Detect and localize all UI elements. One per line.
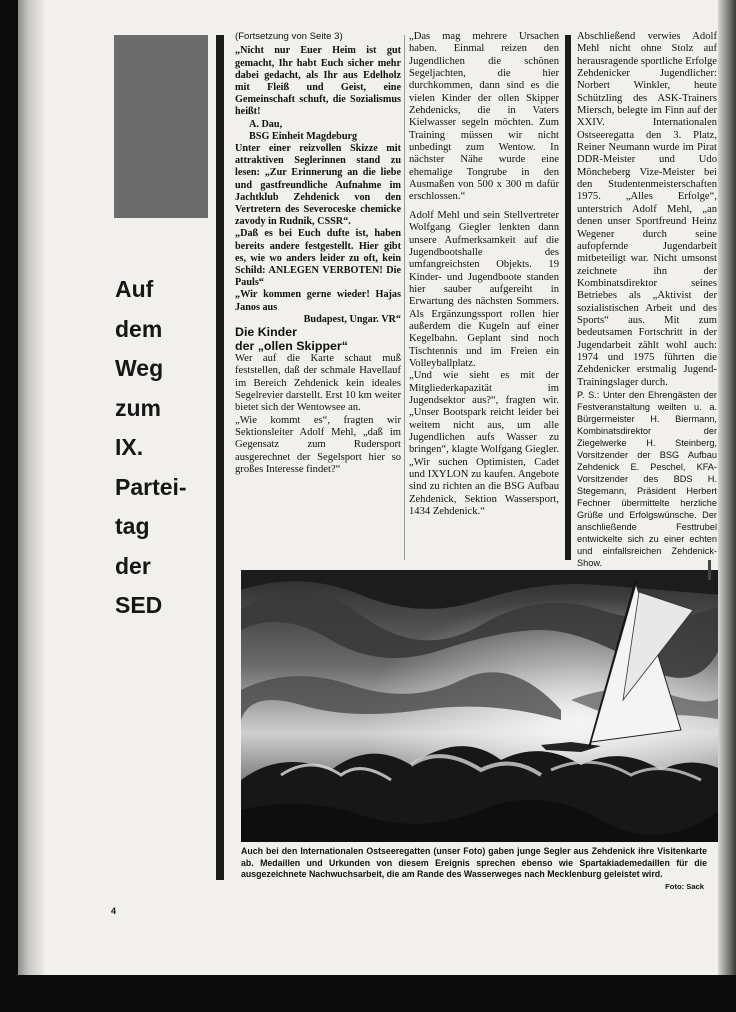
column-rule bbox=[404, 35, 405, 560]
sailing-photo bbox=[241, 570, 718, 842]
page-edge-shadow bbox=[718, 0, 736, 975]
photo-caption: Auch bei den Internationalen Ostseeregatten (unser Foto) gaben junge Segler aus Zehdenick ihre Visitenkarte ab. Medaillen und Urkunden von diesem Ereignis sprechen ebenso wie Spartakiademedaillen für die ausgezeichnete Nachwuchsarbeit, die am Rande des Wasserweges nach Mecklenburg geleistet wird. bbox=[241, 846, 707, 880]
book-spine-shadow bbox=[18, 0, 44, 975]
body-paragraph: „Das mag mehrere Ursachen haben. Einmal reizen den Jugendlichen die schönen Segeljachten, die hier durchkommen, dann sind es die vielen Kinder der ollen Skipper Zehdenicks, die in Vaters Kielwasser segeln möchten. Zum Training müssen wir nicht unbedingt zum Wentow. In nächster Nähe wurde eine ehemalige Tongrube in den Ausmaßen von 500 x 300 m dafür erschlossen.“ bbox=[409, 31, 559, 203]
headline-line: zum bbox=[115, 394, 161, 421]
fold-mark bbox=[708, 560, 711, 580]
grey-decorative-block bbox=[114, 35, 208, 218]
column-rule-thick bbox=[216, 35, 224, 880]
guestbook-entry: „Daß es bei Euch dufte ist, haben bereits andere festgestellt. Hier gibt es, wie wo anders leider zu oft, kein Schild: ANLEGEN VERBOTEN! Die Pauls“ bbox=[235, 228, 401, 289]
guestbook-entry: „Wir kommen gerne wieder! Hajas Janos aus bbox=[235, 289, 401, 313]
article-column-3 bbox=[577, 31, 717, 581]
headline-line: Partei- bbox=[115, 473, 187, 500]
continuation-note: (Fortsetzung von Seite 3) bbox=[235, 31, 343, 42]
article-column-1 bbox=[235, 31, 401, 476]
headline-line: tag bbox=[115, 513, 150, 539]
body-paragraph: „Und wie sieht es mit der Mitgliederkapazität im Jugendsektor aus?“, fragten wir. „Unser Bootspark reicht leider bei weitem nicht aus, um alle Jugendlichen aufs Wasser zu bringen“, klagte Wolfgang Giegler. „Wir suchen Optimisten, Cadet und IXYLON zu kaufen. Angebote sind zu richten an die BSG Aufbau Zehdenick, Sektion Wassersport, 1434 Zehdenick.“ bbox=[409, 370, 559, 518]
headline-line: Auf bbox=[115, 276, 154, 302]
sailing-photo-image bbox=[241, 570, 718, 842]
guestbook-signature: A. Dau, bbox=[249, 118, 283, 130]
body-paragraph: „Wie kommt es“, fragten wir Sektionsleiter Adolf Mehl, „daß im Gegensatz zum Rudersport ausgerechnet der Segelsport hier so großes Interesse findet?“ bbox=[235, 414, 401, 476]
headline-line: dem bbox=[115, 315, 163, 342]
photo-credit: Foto: Sack bbox=[665, 882, 704, 891]
magazine-page bbox=[18, 0, 718, 975]
body-paragraph: Abschließend verwies Adolf Mehl nicht ohne Stolz auf herausragende sportliche Erfolge Zehdenicker Jugendlicher: Norbert Winkler, heute Schützling des ASK-Trainers Miersch, belegte im Finn auf der XXIV. Internationalen Ostseeregatta den 3. Platz, Reiner Neumann wurde im Pirat DDR-Meister und Udo Möncheberg Vize-Meister bei den Studentenmeisterschaften 1975. „Alles Erfolge“, unterstrich Adolf Mehl, „an denen unser Sportfreund Heinz Wegener durch seine aufopfernde Jugendarbeit mitbeteiligt war. Nicht umsonst zeichnete ihn der Kombinatsdirektor seines Betriebes als „Aktivist der sozialistischen Arbeit und des Sports“ aus. Mit zum bedeutsamen Fortschritt in der Jugendarbeit zählt wohl auch: 1974 und 1975 führten die Zehdenicker erstmalig Jugend-Trainingslager durch. bbox=[577, 31, 718, 388]
guestbook-entry: Unter einer reizvollen Skizze mit attraktiven Seglerinnen stand zu lesen: „Zur Erinnerung an die liebe und gastfreundliche Aufnahme im Jachtklub Zehdenick von den Vertretern des Severoceske chemicke zavody in Rudnik, CSSR“. bbox=[235, 142, 401, 228]
guestbook-entry: „Nicht nur Euer Heim ist gut gemacht, Ihr habt Euch sicher mehr dabei gedacht, als Ihr aus Edelholz mit Fleiß und Geist, eine Gemeinschaft schuft, die Sozialismus heißt! bbox=[235, 45, 401, 118]
page-number: 4 bbox=[111, 906, 117, 916]
headline-line: SED bbox=[115, 592, 163, 618]
guestbook-signature: Budapest, Ungar. VR“ bbox=[303, 313, 401, 325]
subheadline-line: der „ollen Skipper“ bbox=[235, 338, 348, 353]
article-column-2 bbox=[409, 31, 559, 518]
headline-line: IX. bbox=[115, 434, 144, 460]
body-paragraph: Wer auf die Karte schaut muß feststellen, daß der schmale Havellauf im Bereich Zehdenick kein ideales Segelrevier darstellt. Erst 10 km weiter bietet sich der Wentowsee an. bbox=[235, 353, 401, 414]
headline-line: Weg bbox=[115, 355, 164, 381]
guestbook-signature: BSG Einheit Magdeburg bbox=[249, 130, 358, 142]
headline bbox=[115, 270, 215, 626]
subheadline bbox=[235, 326, 401, 353]
column-rule-thick bbox=[565, 35, 571, 560]
postscript: P. S.: Unter den Ehrengästen der Festveranstaltung weilten u. a. Bürgermeister H. Biermann, Kombinatsdirektor der Ziegelwerke H. Steinberg, Vorsitzender der BSG Aufbau Zehdenick E. Peschel, KFA-Vorsitzender des BDS H. Stegemann, Präsident Herbert Fechner übermittelte herzliche Grüße und Erfolgswünsche. Der anschließende Festtrubel entwickelte sich zu einer echten und einfallsreichen Zehdenick-Show. bbox=[577, 389, 717, 568]
subheadline-line: Die Kinder bbox=[235, 325, 297, 340]
headline-line: der bbox=[115, 552, 151, 579]
body-paragraph: Adolf Mehl und sein Stellvertreter Wolfgang Giegler lenkten dann unsere Aufmerksamkeit auf die Jugendbootshalle des umfangreichsten Objekts. 19 Kinder- und Jugendboote standen hier sauber aufgereiht in Erwartung des nächsten Sommers. Als Ergänzungssport rollen hier außerdem die Kugeln auf einer Kegelbahn. Geplant sind noch Tischtennis und im Freien ein Volleyballplatz. bbox=[409, 209, 559, 369]
